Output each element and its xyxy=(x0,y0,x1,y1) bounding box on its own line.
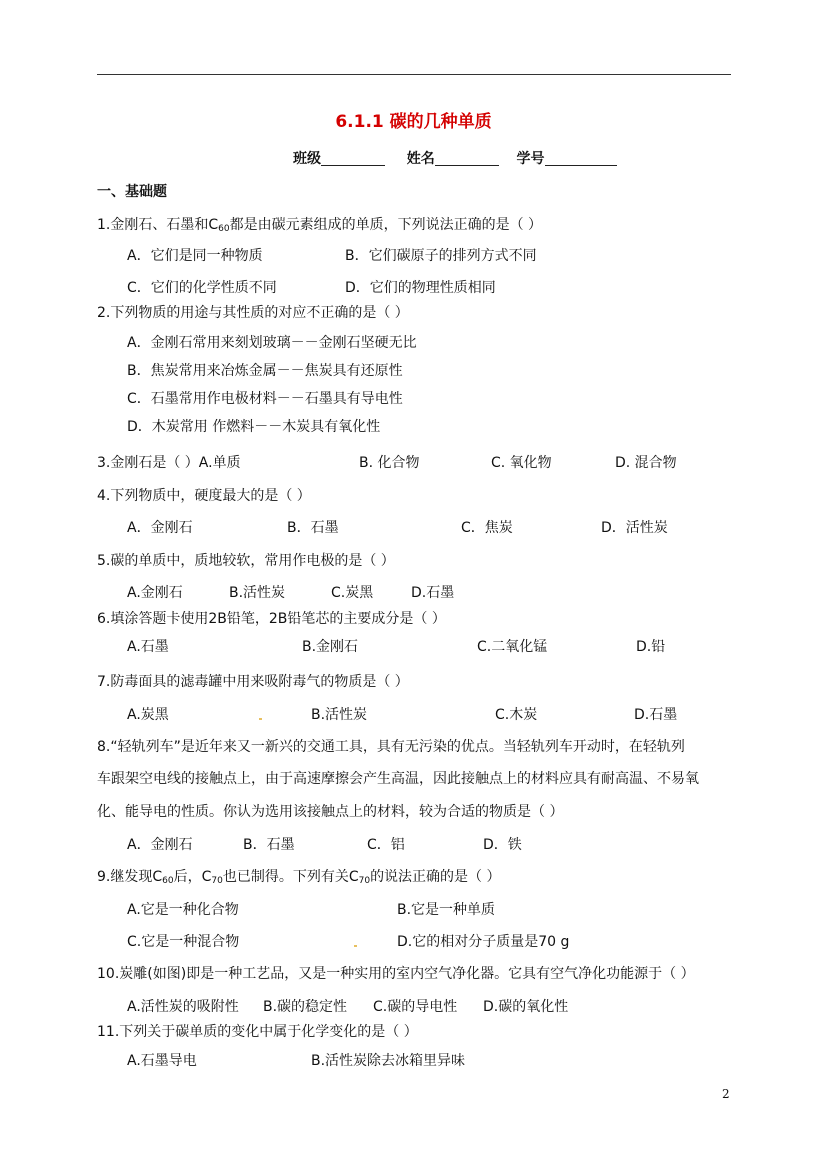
q5-option-c: C.炭黑 xyxy=(331,585,374,601)
q9-option-b: B.它是一种单质 xyxy=(397,902,496,918)
q1-option-d: D．它们的物理性质相同 xyxy=(345,280,496,296)
q1-option-b: B．它们碳原子的排列方式不同 xyxy=(345,248,537,264)
question-2-stem: 2.下列物质的用途与其性质的对应不正确的是（ ） xyxy=(97,305,409,321)
question-8-line-1: 8.“轻轨列车”是近年来又一新兴的交通工具，具有无污染的优点。当轻轨列车开动时，在轻轨列 xyxy=(97,739,685,755)
id-label: 学号 xyxy=(516,151,545,167)
page-number: 2 xyxy=(722,1087,730,1101)
q9-option-d: D.它的相对分子质量是70 g xyxy=(397,934,570,950)
question-3-stem: 3.金刚石是（ ）A.单质 xyxy=(97,455,241,471)
q2-option-d: D．木炭常用 作燃料－－木炭具有氧化性 xyxy=(127,419,381,435)
question-11-stem: 11.下列关于碳单质的变化中属于化学变化的是（ ） xyxy=(97,1024,418,1040)
q9-option-c: C.它是一种混合物 xyxy=(127,934,240,950)
q5-option-b: B.活性炭 xyxy=(229,585,286,601)
page-title: 6.1.1 碳的几种单质 xyxy=(335,112,492,132)
q9-option-a: A.它是一种化合物 xyxy=(127,902,239,918)
q11-option-a: A.石墨导电 xyxy=(127,1053,197,1069)
q7-option-a: A.炭黑 xyxy=(127,707,169,723)
header-rule xyxy=(97,74,731,75)
q11-option-b: B.活性炭除去冰箱里异味 xyxy=(311,1053,466,1069)
question-7-stem: 7.防毒面具的滤毒罐中用来吸附毒气的物质是（ ） xyxy=(97,674,409,690)
q6-option-a: A.石墨 xyxy=(127,639,169,655)
q3-option-d: D. 混合物 xyxy=(615,455,677,471)
q10-option-c: C.碳的导电性 xyxy=(373,999,458,1015)
student-info-line xyxy=(293,148,617,168)
q4-option-d: D．活性炭 xyxy=(601,520,668,536)
q1-option-a: A．它们是同一种物质 xyxy=(127,248,263,264)
question-8-line-2: 车跟架空电线的接触点上，由于高速摩擦会产生高温，因此接触点上的材料应具有耐高温、不易氧 xyxy=(97,771,699,787)
q4-option-c: C．焦炭 xyxy=(461,520,513,536)
question-9-stem: 9.继发现$C_{60}$后，$C_{70}$也已制得。下列有关$C_{70}$的说法正确的是（ ） xyxy=(97,869,501,886)
q8-option-c: C．铝 xyxy=(367,837,405,853)
q7-option-c: C.木炭 xyxy=(495,707,538,723)
q3-option-b: B. 化合物 xyxy=(359,455,420,471)
q6-option-d: D.铅 xyxy=(636,639,666,655)
q8-option-a: A．金刚石 xyxy=(127,837,193,853)
name-label: 姓名 xyxy=(406,151,435,167)
q3-option-c: C. 氧化物 xyxy=(491,455,552,471)
q6-option-b: B.金刚石 xyxy=(302,639,359,655)
section-heading: 一、基础题 xyxy=(97,184,167,200)
class-label: 班级 xyxy=(293,151,321,167)
question-4-stem: 4.下列物质中，硬度最大的是（ ） xyxy=(97,488,311,504)
q4-option-a: A．金刚石 xyxy=(127,520,193,536)
q5-option-d: D.石墨 xyxy=(411,585,455,601)
q6-option-c: C.二氧化锰 xyxy=(477,639,548,655)
name-blank[interactable] xyxy=(435,151,499,166)
q2-option-c: C．石墨常用作电极材料－－石墨具有导电性 xyxy=(127,391,403,407)
q8-option-d: D．铁 xyxy=(483,837,522,853)
speck xyxy=(354,945,357,947)
q10-option-a: A.活性炭的吸附性 xyxy=(127,999,239,1015)
q1-option-c: C．它们的化学性质不同 xyxy=(127,280,277,296)
speck xyxy=(259,718,262,720)
q7-option-b: B.活性炭 xyxy=(311,707,368,723)
id-blank[interactable] xyxy=(545,151,617,166)
q2-option-a: A．金刚石常用来刻划玻璃－－金刚石坚硬无比 xyxy=(127,335,417,351)
q10-option-d: D.碳的氧化性 xyxy=(483,999,569,1015)
question-6-stem: 6.填涂答题卡使用2B铅笔，2B铅笔芯的主要成分是（ ） xyxy=(97,611,446,627)
q7-option-d: D.石墨 xyxy=(634,707,678,723)
question-1-stem: 1.金刚石、石墨和$C_{60}$都是由碳元素组成的单质，下列说法正确的是（ ） xyxy=(97,217,543,234)
question-5-stem: 5.碳的单质中，质地较软，常用作电极的是（ ） xyxy=(97,553,395,569)
question-10-stem: 10.炭雕(如图)即是一种工艺品，又是一种实用的室内空气净化器。它具有空气净化功能源于（ ） xyxy=(97,966,695,982)
class-blank[interactable] xyxy=(321,151,385,166)
q2-option-b: B．焦炭常用来冶炼金属－－焦炭具有还原性 xyxy=(127,363,403,379)
question-8-line-3: 化、能导电的性质。你认为选用该接触点上的材料，较为合适的物质是（ ） xyxy=(97,804,564,820)
q10-option-b: B.碳的稳定性 xyxy=(263,999,348,1015)
q8-option-b: B．石墨 xyxy=(243,837,295,853)
q5-option-a: A.金刚石 xyxy=(127,585,183,601)
q4-option-b: B．石墨 xyxy=(287,520,339,536)
